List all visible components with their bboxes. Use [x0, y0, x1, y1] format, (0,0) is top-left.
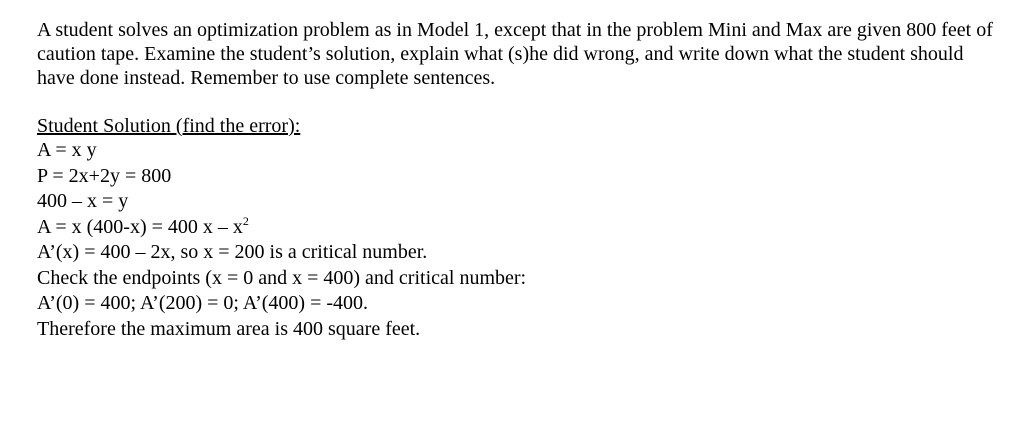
solution-heading: Student Solution (find the error): — [37, 115, 301, 137]
solution-line-substitution — [37, 215, 997, 241]
solution-lines — [37, 138, 997, 342]
problem-prompt: A student solves an optimization problem as in Model 1, except that in the problem Mini and Max are given 800 feet of caution tape. Examine the student’s solution, explain what (s)he did wrong, and write down what the student should have done instead. Remember to use complete sentences. — [37, 19, 993, 89]
exponent: 2 — [242, 213, 249, 228]
solution-line-derivative: A’(x) = 400 – 2x, so x = 200 is a critical number. — [37, 241, 428, 263]
substitution-text: A = x (400-x) = 400 x – x — [37, 215, 243, 238]
solution-line-check: Check the endpoints (x = 0 and x = 400) and critical number: — [37, 266, 527, 289]
document-body — [37, 18, 997, 342]
student-solution — [37, 114, 997, 342]
solution-line-solve-y: 400 – x = y — [37, 190, 129, 212]
solution-line-values: A’(0) = 400; A’(200) = 0; A’(400) = -400. — [37, 292, 369, 314]
solution-line-area: A = x y — [37, 139, 97, 161]
solution-line-conclusion: Therefore the maximum area is 400 square feet. — [37, 317, 421, 340]
solution-line-perimeter: P = 2x+2y = 800 — [37, 164, 172, 187]
